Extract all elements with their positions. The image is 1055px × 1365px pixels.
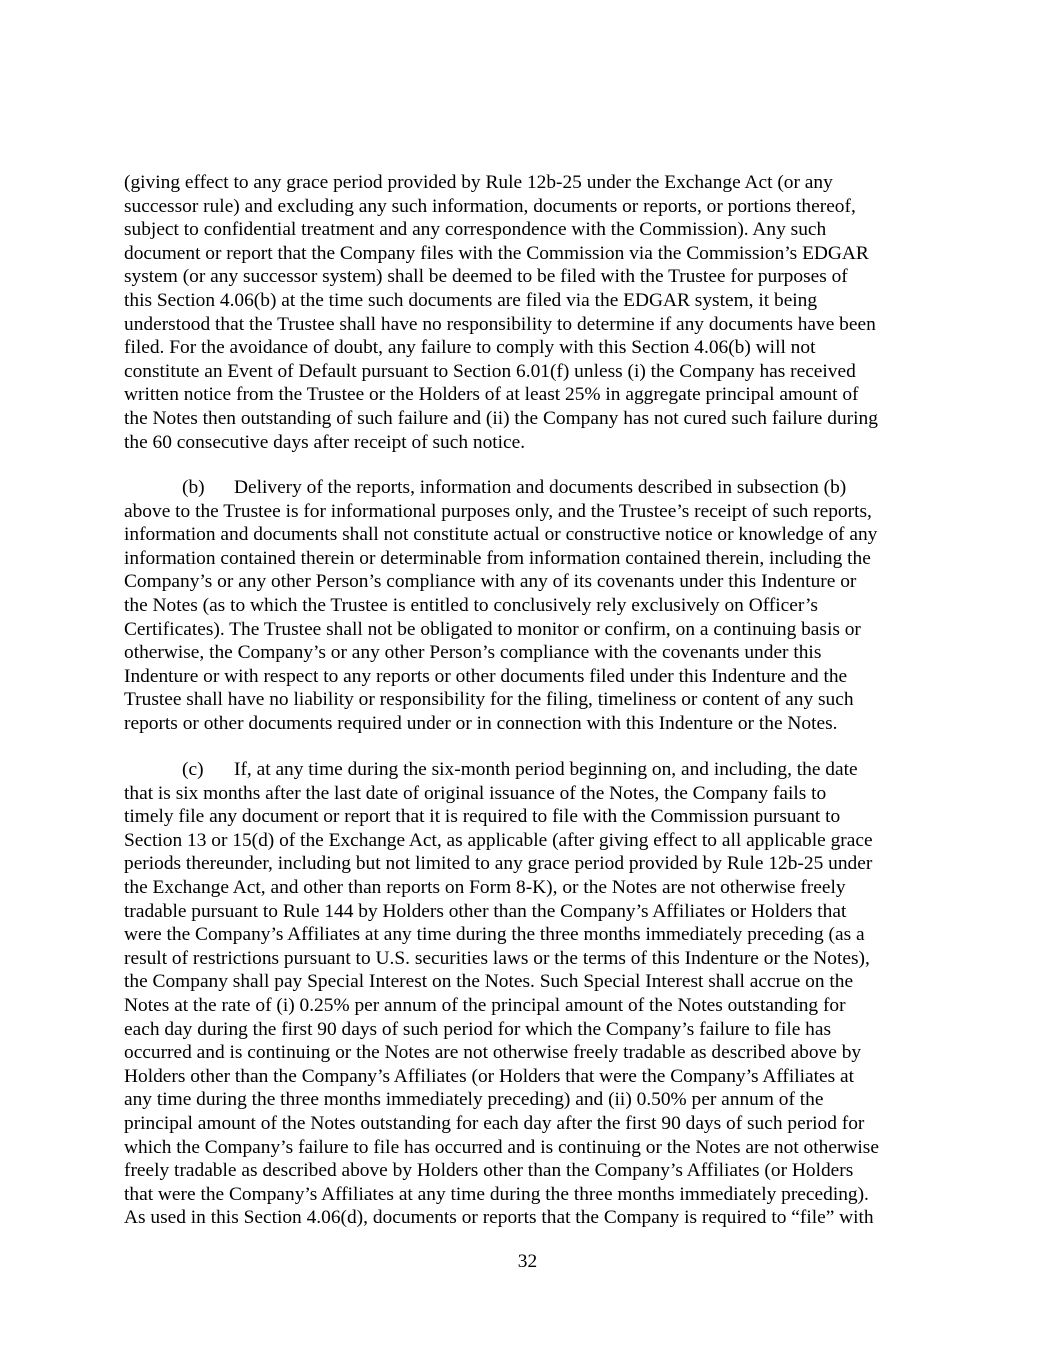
paragraph-b — [124, 476, 934, 736]
paragraph-line: document or report that the Company files with the Commission via the Commission’s EDGAR — [124, 242, 869, 264]
paragraph-line: As used in this Section 4.06(d), documents or reports that the Company is required to “file” with — [124, 1207, 874, 1229]
paragraph-first-text: If, at any time during the six-month period beginning on, and including, the date — [234, 759, 858, 780]
paragraph-line: each day during the first 90 days of such period for which the Company’s failure to file has — [124, 1018, 832, 1040]
paragraph-line: the 60 consecutive days after receipt of such notice. — [124, 431, 526, 453]
paragraph-line: filed. For the avoidance of doubt, any failure to comply with this Section 4.06(b) will not — [124, 337, 816, 359]
paragraph-first-line — [124, 476, 934, 500]
paragraph-line: freely tradable as described above by Holders other than the Company’s Affiliates (or Holders — [124, 1160, 854, 1182]
paragraph-line: occurred and is continuing or the Notes are not otherwise freely tradable as described above by — [124, 1042, 862, 1064]
paragraph-line: that is six months after the last date of original issuance of the Notes, the Company fails to — [124, 782, 827, 804]
paragraph-line: above to the Trustee is for informational purposes only, and the Trustee’s receipt of such reports, — [124, 500, 872, 522]
paragraph-line: periods thereunder, including but not limited to any grace period provided by Rule 12b-25 under — [124, 853, 873, 875]
paragraph-line: were the Company’s Affiliates at any time during the three months immediately preceding (as a — [124, 924, 865, 946]
subsection-marker: (b) — [182, 477, 205, 498]
paragraph-line: information and documents shall not constitute actual or constructive notice or knowledge of any — [124, 524, 878, 546]
paragraph-line: Notes at the rate of (i) 0.25% per annum of the principal amount of the Notes outstanding for — [124, 994, 846, 1016]
paragraph-line: reports or other documents required under or in connection with this Indenture or the Notes. — [124, 712, 838, 734]
paragraph-line: Company’s or any other Person’s compliance with any of its covenants under this Indenture or — [124, 571, 857, 593]
paragraph-line: understood that the Trustee shall have no responsibility to determine if any documents have been — [124, 313, 876, 335]
paragraph-line: system (or any successor system) shall be deemed to be filed with the Trustee for purposes of — [124, 266, 848, 288]
paragraph-line: constitute an Event of Default pursuant to Section 6.01(f) unless (i) the Company has received — [124, 360, 856, 382]
paragraph-continuation — [124, 171, 934, 454]
paragraph-first-text: Delivery of the reports, information and documents described in subsection (b) — [234, 477, 847, 498]
paragraph-line: otherwise, the Company’s or any other Person’s compliance with the covenants under this — [124, 642, 822, 664]
paragraph-line: written notice from the Trustee or the Holders of at least 25% in aggregate principal amount of — [124, 384, 859, 406]
paragraph-line: the Notes (as to which the Trustee is entitled to conclusively rely exclusively on Officer’s — [124, 594, 818, 616]
subsection-marker: (c) — [182, 759, 204, 780]
paragraph-line: Section 13 or 15(d) of the Exchange Act, as applicable (after giving effect to all applicable grace — [124, 829, 873, 851]
paragraph-line: any time during the three months immediately preceding) and (ii) 0.50% per annum of the — [124, 1089, 824, 1111]
paragraph-line: this Section 4.06(b) at the time such documents are filed via the EDGAR system, it being — [124, 289, 818, 311]
paragraph-line: principal amount of the Notes outstanding for each day after the first 90 days of such period for — [124, 1112, 865, 1134]
paragraph-line: information contained therein or determinable from information contained therein, including the — [124, 547, 871, 569]
paragraph-line: Holders other than the Company’s Affiliates (or Holders that were the Company’s Affiliates at — [124, 1065, 855, 1087]
paragraph-line: the Company shall pay Special Interest on the Notes. Such Special Interest shall accrue on the — [124, 971, 854, 993]
paragraph-line: timely file any document or report that it is required to file with the Commission pursuant to — [124, 806, 841, 828]
paragraph-line: successor rule) and excluding any such information, documents or reports, or portions thereof, — [124, 195, 856, 217]
page-number: 32 — [517, 1251, 538, 1272]
paragraph-line: that were the Company’s Affiliates at any time during the three months immediately preceding). — [124, 1183, 869, 1205]
paragraph-line: the Notes then outstanding of such failure and (ii) the Company has not cured such failure during — [124, 407, 878, 429]
paragraph-line: Certificates). The Trustee shall not be obligated to monitor or confirm, on a continuing basis or — [124, 618, 861, 640]
paragraph-line: which the Company’s failure to file has occurred and is continuing or the Notes are not otherwise — [124, 1136, 879, 1158]
paragraph-line: Trustee shall have no liability or responsibility for the filing, timeliness or content of any such — [124, 689, 854, 711]
paragraph-line: the Exchange Act, and other than reports on Form 8-K), or the Notes are not otherwise freely — [124, 876, 846, 898]
paragraph-line: subject to confidential treatment and any correspondence with the Commission). Any such — [124, 219, 827, 241]
paragraph-line: result of restrictions pursuant to U.S. securities laws or the terms of this Indenture or the Notes), — [124, 947, 870, 969]
paragraph-line: tradable pursuant to Rule 144 by Holders other than the Company’s Affiliates or Holders that — [124, 900, 847, 922]
paragraph-line: (giving effect to any grace period provided by Rule 12b-25 under the Exchange Act (or any — [124, 172, 833, 193]
paragraph-first-line — [124, 758, 934, 782]
paragraph-line: Indenture or with respect to any reports or other documents filed under this Indenture and the — [124, 665, 848, 687]
paragraph-c — [124, 758, 934, 1230]
